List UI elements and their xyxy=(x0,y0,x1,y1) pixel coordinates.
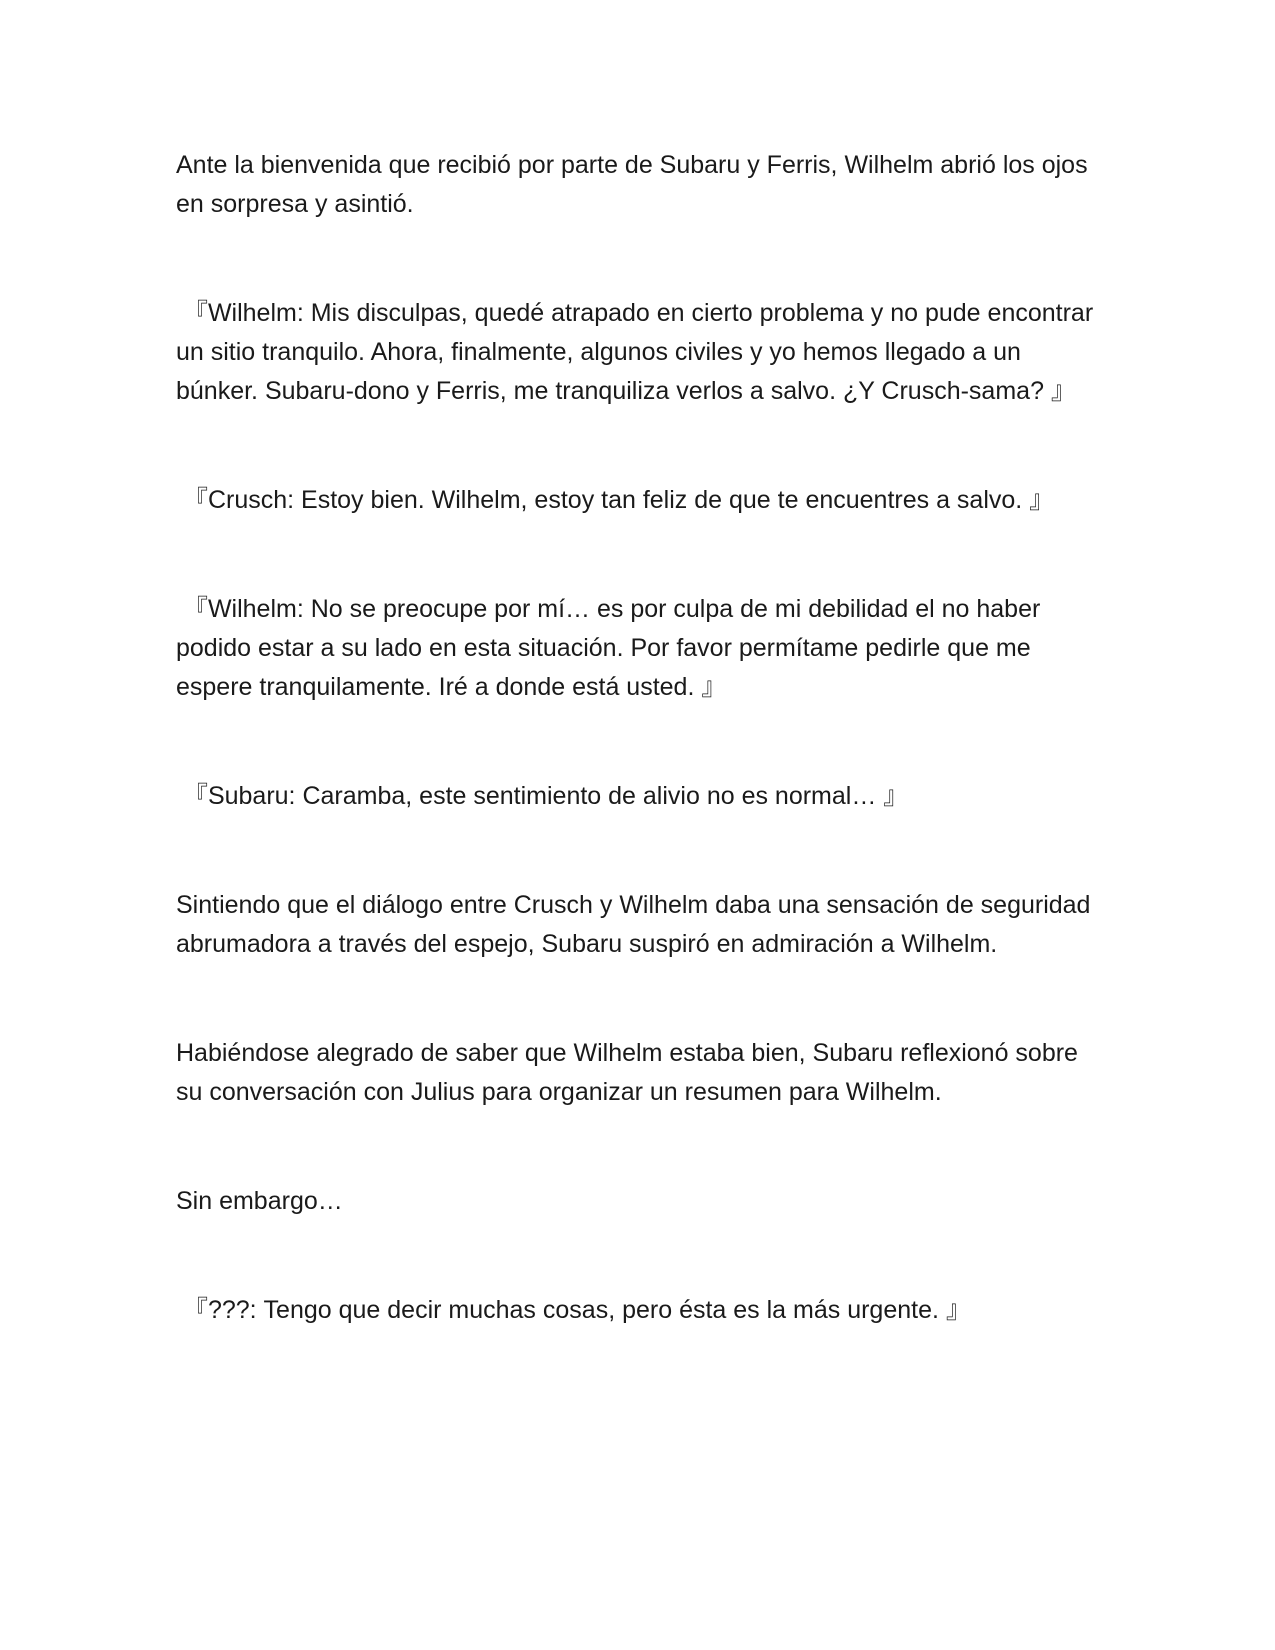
paragraph-2-dialogue-wilhelm: 『Wilhelm: Mis disculpas, quedé atrapado en cierto problema y no pude encontrar un sitio tranquilo. Ahora, finalmente, algunos civiles y yo hemos llegado a un búnker. Subaru-dono y Ferris, me tranquiliza verlos a salvo. ¿Y Crusch-sama? 』 xyxy=(176,299,1094,405)
paragraph-8: Sin embargo… xyxy=(176,1187,343,1215)
paragraph-5-dialogue-subaru: 『Subaru: Caramba, este sentimiento de alivio no es normal… 』 xyxy=(176,782,909,810)
paragraph-7: Habiéndose alegrado de saber que Wilhelm estaba bien, Subaru reflexionó sobre su conversación con Julius para organizar un resumen para Wilhelm. xyxy=(176,1039,1078,1106)
paragraph-1: Ante la bienvenida que recibió por parte de Subaru y Ferris, Wilhelm abrió los ojos en sorpresa y asintió. xyxy=(176,151,1088,218)
paragraph-3-dialogue-crusch: 『Crusch: Estoy bien. Wilhelm, estoy tan feliz de que te encuentres a salvo. 』 xyxy=(176,486,1055,514)
paragraph-4-dialogue-wilhelm: 『Wilhelm: No se preocupe por mí… es por culpa de mi debilidad el no haber podido estar a su lado en esta situación. Por favor permítame pedirle que me espere tranquilamente. Iré a donde está usted. 』 xyxy=(176,595,1041,701)
document-body xyxy=(176,146,1106,1330)
paragraph-6: Sintiendo que el diálogo entre Crusch y Wilhelm daba una sensación de seguridad abrumadora a través del espejo, Subaru suspiró en admiración a Wilhelm. xyxy=(176,891,1091,958)
paragraph-9-dialogue-unknown: 『???: Tengo que decir muchas cosas, pero ésta es la más urgente. 』 xyxy=(176,1296,971,1324)
